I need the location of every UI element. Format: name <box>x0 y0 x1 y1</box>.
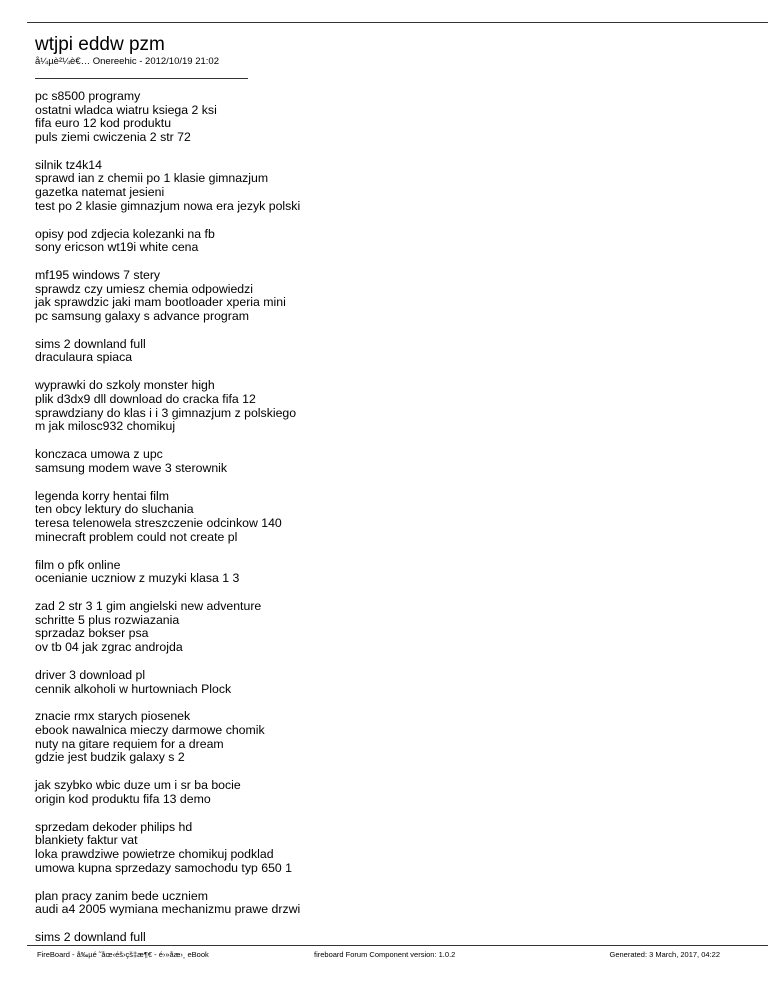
text-block <box>35 710 755 764</box>
text-block <box>35 448 755 475</box>
text-block <box>35 379 755 433</box>
text-line: test po 2 klasie gimnazjum nowa era jezyk polski <box>35 198 301 213</box>
text-block <box>35 821 755 875</box>
text-line: pc samsung galaxy s advance program <box>35 308 249 323</box>
text-line: pc s8500 programy <box>35 89 141 103</box>
text-line: film o pfk online <box>35 557 121 572</box>
text-line: umowa kupna sprzedazy samochodu typ 650 1 <box>35 860 293 875</box>
text-line: sims 2 downland full <box>35 336 146 351</box>
post-meta: å¼µè²¼è€… Onereehic - 2012/10/19 21:02 <box>35 56 219 67</box>
text-line: opisy pod zdjecia kolezanki na fb <box>35 226 215 241</box>
text-block <box>35 228 755 255</box>
post-title: wtjpi eddw pzm <box>35 34 165 55</box>
text-block <box>35 669 755 696</box>
text-line: ocenianie uczniow z muzyki klasa 1 3 <box>35 571 240 586</box>
text-line: jak sprawdzic jaki mam bootloader xperia mini <box>35 295 286 310</box>
text-line: znacie rmx starych piosenek <box>35 709 191 724</box>
text-line: schritte 5 plus rozwiazania <box>35 612 180 627</box>
text-line: mf195 windows 7 stery <box>35 268 161 283</box>
text-line: silnik tz4k14 <box>35 157 102 172</box>
footer-version: fireboard Forum Component version: 1.0.2 <box>314 950 456 959</box>
text-line: ostatni wladca wiatru ksiega 2 ksi <box>35 102 217 117</box>
text-line: sprzedam dekoder philips hd <box>35 819 193 834</box>
text-block <box>35 490 755 544</box>
text-line: sprawdziany do klas i i 3 gimnazjum z polskiego <box>35 405 297 420</box>
text-block <box>35 890 755 917</box>
text-line: audi a4 2005 wymiana mechanizmu prawe drzwi <box>35 902 301 917</box>
text-line: legenda korry hentai film <box>35 488 169 503</box>
text-line: zad 2 str 3 1 gim angielski new adventure <box>35 599 262 614</box>
text-line: loka prawdziwe powietrze chomikuj podklad <box>35 847 274 862</box>
text-block <box>35 338 755 365</box>
text-line: jak szybko wbic duze um i sr ba bocie <box>35 778 241 793</box>
text-block <box>35 269 755 323</box>
text-line: puls ziemi cwiczenia 2 str 72 <box>35 129 191 144</box>
post-body <box>35 90 755 959</box>
text-line: sony ericson wt19i white cena <box>35 240 199 255</box>
text-line: plik d3dx9 dll download do cracka fifa 12 <box>35 392 256 407</box>
text-line: gazetka natemat jesieni <box>35 184 165 199</box>
footer-generated: Generated: 3 March, 2017, 04:22 <box>609 950 720 959</box>
text-line: cennik alkoholi w hurtowniach Plock <box>35 681 232 696</box>
text-line: sprawdz czy umiesz chemia odpowiedzi <box>35 281 254 296</box>
text-line: draculaura spiaca <box>35 350 133 365</box>
text-block <box>35 90 755 144</box>
post-header <box>35 35 248 79</box>
top-divider <box>27 22 768 23</box>
text-line: driver 3 download pl <box>35 667 146 682</box>
text-line: fifa euro 12 kod produktu <box>35 116 172 131</box>
text-line: gdzie jest budzik galaxy s 2 <box>35 750 185 765</box>
text-line: blankiety faktur vat <box>35 833 138 848</box>
text-line: ov tb 04 jak zgrac androjda <box>35 639 183 654</box>
header-divider <box>35 78 248 79</box>
text-line: sprzadaz bokser psa <box>35 626 149 641</box>
text-block <box>35 600 755 654</box>
text-line: m jak milosc932 chomikuj <box>35 419 176 434</box>
text-line: nuty na gitare requiem for a dream <box>35 736 224 751</box>
text-block <box>35 931 755 945</box>
text-line: ebook nawalnica mieczy darmowe chomik <box>35 723 265 738</box>
text-block <box>35 779 755 806</box>
footer-source: FireBoard - å‰µé ˜åœ‹éš›çš‡æ¶€ - é›»åæ›¸ eBook <box>37 950 209 959</box>
text-line: sprawd ian z chemii po 1 klasie gimnazjum <box>35 171 269 186</box>
footer-divider <box>27 945 768 946</box>
text-line: minecraft problem could not create pl <box>35 529 238 544</box>
text-line: sims 2 downland full <box>35 930 146 945</box>
text-block <box>35 159 755 213</box>
text-line: teresa telenowela streszczenie odcinkow 140 <box>35 515 282 530</box>
text-block <box>35 559 755 586</box>
text-line: ten obcy lektury do sluchania <box>35 502 194 517</box>
text-line: wyprawki do szkoly monster high <box>35 378 215 393</box>
text-line: samsung modem wave 3 sterownik <box>35 460 228 475</box>
text-line: plan pracy zanim bede uczniem <box>35 888 208 903</box>
text-line: konczaca umowa z upc <box>35 447 163 462</box>
text-line: origin kod produktu fifa 13 demo <box>35 791 211 806</box>
